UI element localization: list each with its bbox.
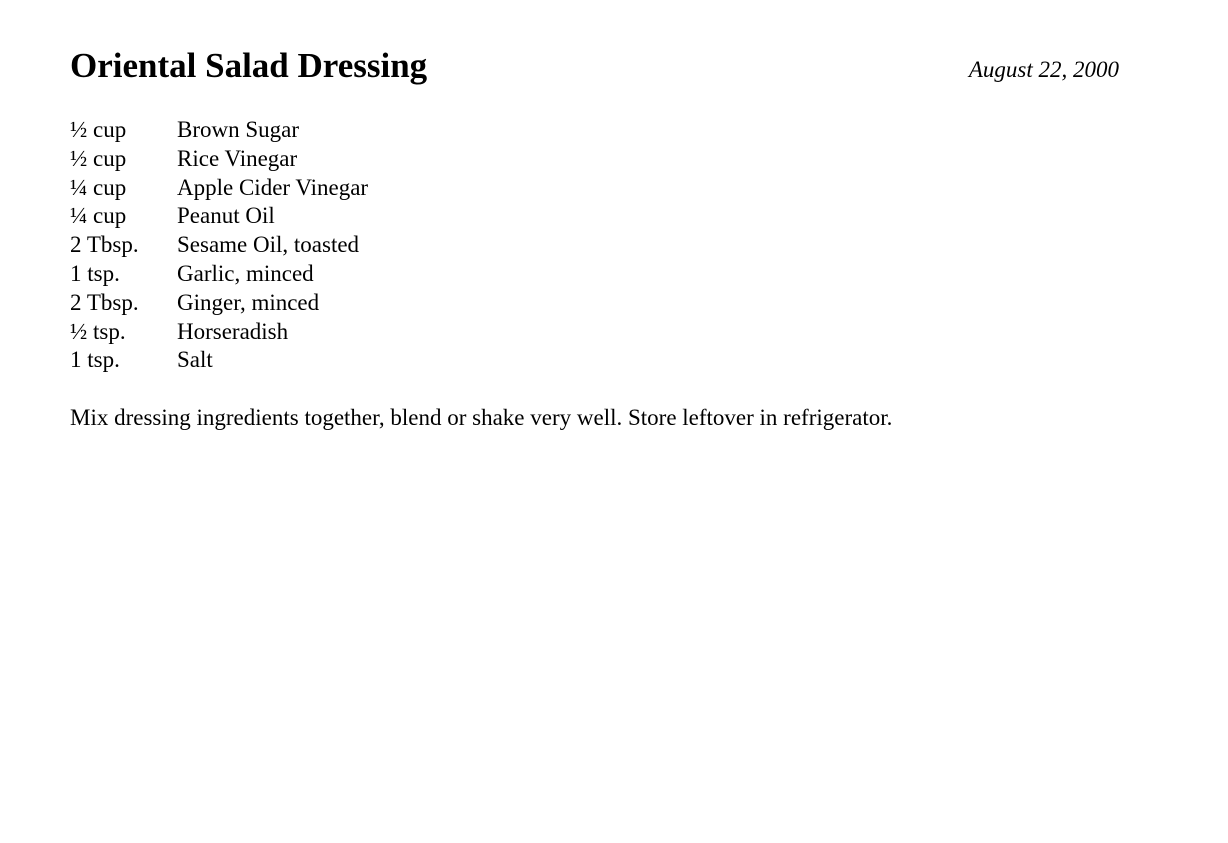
ingredient-name: Sesame Oil, toasted — [177, 232, 360, 258]
ingredient-quantity: 1 tsp. — [70, 260, 120, 286]
ingredient-quantity: 2 Tbsp. — [70, 289, 139, 315]
ingredient-name: Peanut Oil — [177, 203, 275, 229]
ingredient-quantity: ¼ cup — [70, 174, 127, 200]
ingredient-quantity: 1 tsp. — [70, 347, 120, 373]
ingredient-name: Salt — [177, 347, 213, 373]
recipe-page — [70, 0, 1120, 843]
ingredient-name: Garlic, minced — [177, 260, 314, 286]
ingredient-row — [70, 231, 368, 260]
ingredient-quantity: 2 Tbsp. — [70, 232, 139, 258]
recipe-header — [70, 44, 1120, 90]
ingredient-name: Horseradish — [177, 318, 289, 344]
ingredient-row — [70, 202, 368, 231]
recipe-date: August 22, 2000 — [968, 57, 1119, 82]
ingredient-name: Rice Vinegar — [177, 145, 298, 171]
ingredient-list — [70, 116, 368, 375]
ingredient-row — [70, 260, 368, 289]
ingredient-quantity: ½ cup — [70, 145, 127, 171]
ingredient-row — [70, 346, 368, 375]
recipe-instructions: Mix dressing ingredients together, blend or shake very well. Store leftover in refrigerator. — [70, 405, 893, 430]
ingredient-row — [70, 318, 368, 347]
ingredient-name: Ginger, minced — [177, 289, 320, 315]
ingredient-row — [70, 145, 368, 174]
ingredient-row — [70, 174, 368, 203]
ingredient-quantity: ½ tsp. — [70, 318, 126, 344]
ingredient-name: Brown Sugar — [177, 117, 300, 142]
ingredient-row — [70, 289, 368, 318]
ingredient-quantity: ½ cup — [70, 117, 127, 142]
ingredient-quantity: ¼ cup — [70, 203, 127, 229]
recipe-title: Oriental Salad Dressing — [70, 46, 428, 85]
ingredient-name: Apple Cider Vinegar — [177, 174, 369, 200]
ingredient-row — [70, 116, 368, 145]
